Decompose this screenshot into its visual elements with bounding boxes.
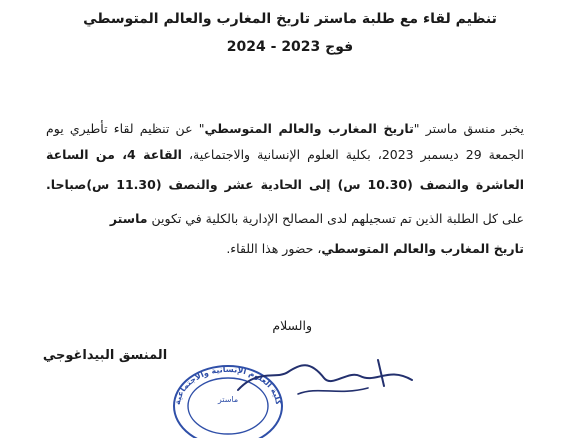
master-name: تاريخ المغارب والعالم المتوسطي <box>321 241 524 256</box>
body-text: " عن تنظيم لقاء تأطيري يوم <box>46 121 205 136</box>
master-name: تاريخ المغارب والعالم المتوسطي <box>204 121 414 136</box>
cohort-subtitle: فوج 2023 - 2024 <box>226 39 354 55</box>
body-line-5 <box>46 240 524 258</box>
coordinator-label: المنسق البيداغوجي <box>42 348 168 363</box>
document-title: تنظيم لقاء مع طلبة ماستر تاريخ المغارب والعالم المتوسطي <box>83 11 497 27</box>
stamp-inner-text: ماستر <box>217 395 239 404</box>
room-info: القاعة 4، من الساعة <box>46 147 182 162</box>
closing-salutation: والسلام <box>272 318 312 333</box>
body-line-2 <box>46 146 524 164</box>
handwritten-signature <box>228 350 418 400</box>
body-text: ، حضور هذا اللقاء. <box>226 241 322 256</box>
body-text: الجمعة 29 ديسمبر 2023، بكلية العلوم الإنسانية والاجتماعية، <box>181 147 524 162</box>
body-line-3: العاشرة والنصف (10.30 س) إلى الحادية عشر والنصف (11.30 س)صباحا. <box>46 177 524 192</box>
stamp-text: كلية العلوم الإنسانية والاجتماعية <box>172 364 284 406</box>
body-line-1 <box>46 120 524 138</box>
master-word: ماستر <box>109 211 148 226</box>
body-text: على كل الطلبة الذين تم تسجيلهم لدى المصالح الإدارية بالكلية في تكوين <box>147 211 524 226</box>
body-line-4 <box>46 210 524 228</box>
body-text: يخبر منسق ماستر " <box>413 121 525 136</box>
